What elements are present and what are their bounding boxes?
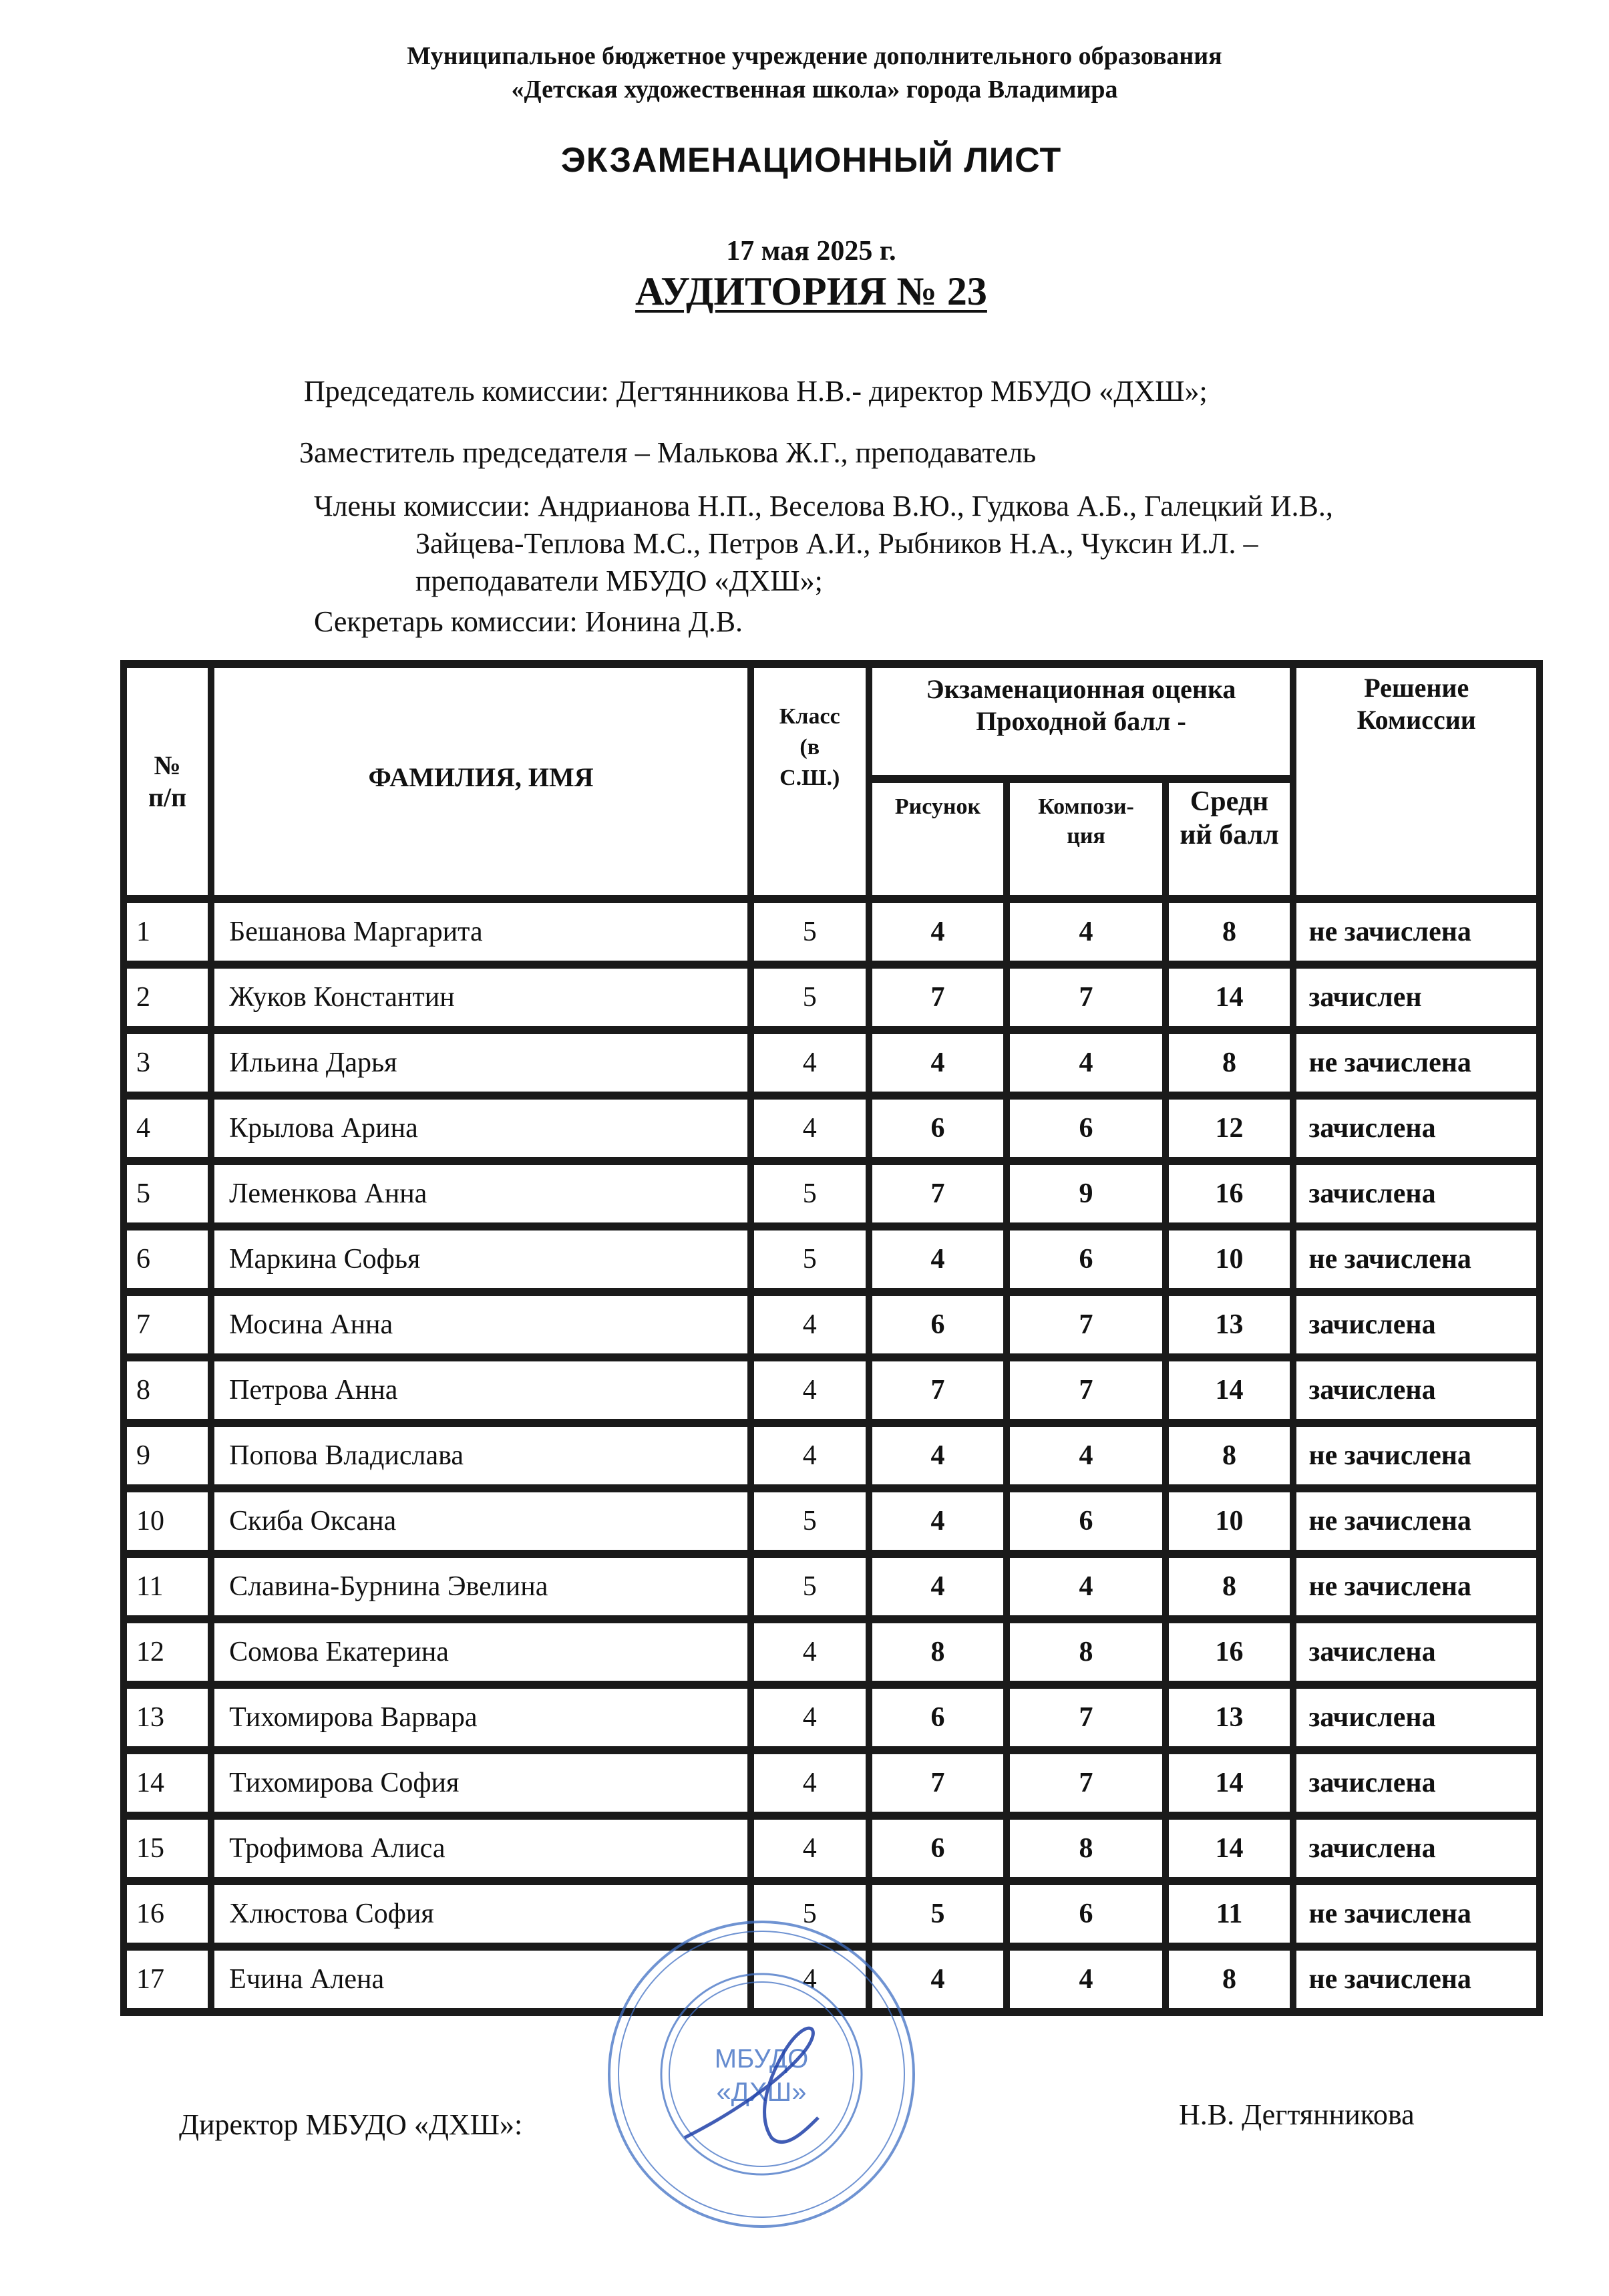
average-score: 8	[1169, 1034, 1290, 1092]
drawing-score: 4	[872, 1034, 1004, 1092]
composition-score: 4	[1010, 903, 1161, 961]
document-title: ЭКЗАМЕНАЦИОННЫЙ ЛИСТ	[560, 141, 1062, 180]
student-name: Ильина Дарья	[214, 1034, 747, 1092]
commission-decision: не зачислена	[1296, 1951, 1536, 2008]
average-score: 12	[1169, 1100, 1290, 1157]
school-class: 4	[754, 1754, 866, 1812]
commission-decision: не зачислена	[1296, 903, 1536, 961]
drawing-score: 4	[872, 1427, 1004, 1484]
row-number: 14	[127, 1754, 208, 1812]
composition-score: 6	[1010, 1885, 1161, 1943]
average-score: 8	[1169, 1427, 1290, 1484]
table-row	[127, 903, 1536, 961]
drawing-score: 8	[872, 1623, 1004, 1681]
commission-members-line3: преподаватели МБУДО «ДХШ»;	[415, 564, 823, 597]
school-class: 5	[754, 1165, 866, 1222]
student-name: Славина-Бурнина Эвелина	[214, 1558, 747, 1615]
table-row	[127, 1820, 1536, 1877]
commission-decision: не зачислена	[1296, 1034, 1536, 1092]
drawing-score: 4	[872, 1492, 1004, 1550]
drawing-score: 7	[872, 1165, 1004, 1222]
drawing-score: 4	[872, 903, 1004, 961]
average-score: 14	[1169, 1820, 1290, 1877]
auditorium-number: АУДИТОРИЯ № 23	[635, 269, 987, 313]
header-name: ФАМИЛИЯ, ИМЯ	[214, 668, 747, 895]
school-class: 5	[754, 1492, 866, 1550]
student-name: Жуков Константин	[214, 969, 747, 1026]
drawing-score: 6	[872, 1820, 1004, 1877]
average-score: 8	[1169, 903, 1290, 961]
student-name: Крылова Арина	[214, 1100, 747, 1157]
row-number: 7	[127, 1296, 208, 1353]
average-score: 10	[1169, 1231, 1290, 1288]
student-name: Мосина Анна	[214, 1296, 747, 1353]
composition-score: 7	[1010, 1361, 1161, 1419]
school-class: 4	[754, 1361, 866, 1419]
table-row	[127, 969, 1536, 1026]
drawing-score: 4	[872, 1558, 1004, 1615]
school-class: 4	[754, 1427, 866, 1484]
commission-decision: не зачислена	[1296, 1492, 1536, 1550]
commission-decision: не зачислена	[1296, 1231, 1536, 1288]
commission-members-line1: Члены комиссии: Андрианова Н.П., Веселова В.Ю., Гудкова А.Б., Галецкий И.В.,	[314, 490, 1333, 522]
student-name: Бешанова Маргарита	[214, 903, 747, 961]
header-exam-grade: Экзаменационная оценка Проходной балл -	[872, 668, 1290, 775]
drawing-score: 6	[872, 1689, 1004, 1746]
student-name: Трофимова Алиса	[214, 1820, 747, 1877]
composition-score: 6	[1010, 1231, 1161, 1288]
school-class: 5	[754, 969, 866, 1026]
table-row	[127, 1361, 1536, 1419]
header-composition: Компози- ция	[1010, 783, 1161, 895]
table-row	[127, 1427, 1536, 1484]
exam-date: 17 мая 2025 г.	[726, 236, 896, 267]
composition-score: 6	[1010, 1100, 1161, 1157]
table-row	[127, 1492, 1536, 1550]
school-class: 4	[754, 1623, 866, 1681]
composition-score: 9	[1010, 1165, 1161, 1222]
average-score: 11	[1169, 1885, 1290, 1943]
header-average: Средн ий балл	[1169, 783, 1290, 895]
header-class: Класс (в С.Ш.)	[754, 668, 866, 895]
school-class: 4	[754, 1689, 866, 1746]
row-number: 5	[127, 1165, 208, 1222]
school-class: 4	[754, 1820, 866, 1877]
commission-decision: зачислена	[1296, 1689, 1536, 1746]
commission-decision: зачислена	[1296, 1754, 1536, 1812]
commission-decision: зачислена	[1296, 1165, 1536, 1222]
exam-results-table	[120, 660, 1543, 2016]
average-score: 14	[1169, 1361, 1290, 1419]
table-row	[127, 1689, 1536, 1746]
school-class: 4	[754, 1296, 866, 1353]
header-drawing: Рисунок	[872, 783, 1004, 895]
official-stamp	[604, 1917, 918, 2231]
row-number: 2	[127, 969, 208, 1026]
school-class: 5	[754, 1231, 866, 1288]
student-name: Петрова Анна	[214, 1361, 747, 1419]
row-number: 6	[127, 1231, 208, 1288]
average-score: 16	[1169, 1165, 1290, 1222]
composition-score: 4	[1010, 1558, 1161, 1615]
average-score: 14	[1169, 969, 1290, 1026]
average-score: 8	[1169, 1558, 1290, 1615]
composition-score: 8	[1010, 1820, 1161, 1877]
average-score: 14	[1169, 1754, 1290, 1812]
commission-decision: зачислена	[1296, 1100, 1536, 1157]
average-score: 13	[1169, 1296, 1290, 1353]
drawing-score: 6	[872, 1296, 1004, 1353]
student-name: Леменкова Анна	[214, 1165, 747, 1222]
commission-decision: зачислена	[1296, 1623, 1536, 1681]
commission-deputy: Заместитель председателя – Малькова Ж.Г., преподаватель	[299, 436, 1037, 469]
director-label: Директор МБУДО «ДХШ»:	[179, 2108, 523, 2141]
commission-decision: зачислена	[1296, 1361, 1536, 1419]
stamp-text-line2: «ДХШ»	[716, 2078, 807, 2107]
student-name: Скиба Оксана	[214, 1492, 747, 1550]
header-num: № п/п	[127, 668, 208, 895]
school-class: 4	[754, 1100, 866, 1157]
composition-score: 7	[1010, 1296, 1161, 1353]
commission-decision: не зачислена	[1296, 1885, 1536, 1943]
commission-chairman: Председатель комиссии: Дегтянникова Н.В.- директор МБУДО «ДХШ»;	[304, 375, 1208, 407]
student-name: Маркина Софья	[214, 1231, 747, 1288]
row-number: 12	[127, 1623, 208, 1681]
composition-score: 7	[1010, 1754, 1161, 1812]
table-row	[127, 1296, 1536, 1353]
row-number: 15	[127, 1820, 208, 1877]
average-score: 10	[1169, 1492, 1290, 1550]
composition-score: 6	[1010, 1492, 1161, 1550]
table-row	[127, 1034, 1536, 1092]
composition-score: 4	[1010, 1951, 1161, 2008]
table-row	[127, 1165, 1536, 1222]
commission-decision: зачислена	[1296, 1296, 1536, 1353]
average-score: 8	[1169, 1951, 1290, 2008]
stamp-text-line1: МБУДО	[714, 2044, 809, 2074]
table-row	[127, 1754, 1536, 1812]
commission-members-line2: Зайцева-Теплова М.С., Петров А.И., Рыбников Н.А., Чуксин И.Л. –	[415, 527, 1258, 560]
student-name: Хлюстова София	[214, 1885, 747, 1943]
commission-decision: не зачислена	[1296, 1558, 1536, 1615]
commission-decision: не зачислена	[1296, 1427, 1536, 1484]
drawing-score: 5	[872, 1885, 1004, 1943]
director-name: Н.В. Дегтянникова	[1179, 2098, 1415, 2131]
composition-score: 8	[1010, 1623, 1161, 1681]
drawing-score: 4	[872, 1231, 1004, 1288]
row-number: 9	[127, 1427, 208, 1484]
school-class: 5	[754, 1885, 866, 1943]
row-number: 13	[127, 1689, 208, 1746]
row-number: 4	[127, 1100, 208, 1157]
table-row	[127, 1100, 1536, 1157]
composition-score: 4	[1010, 1034, 1161, 1092]
drawing-score: 6	[872, 1100, 1004, 1157]
student-name: Сомова Екатерина	[214, 1623, 747, 1681]
drawing-score: 4	[872, 1951, 1004, 2008]
row-number: 17	[127, 1951, 208, 2008]
commission-decision: зачислена	[1296, 1820, 1536, 1877]
average-score: 13	[1169, 1689, 1290, 1746]
drawing-score: 7	[872, 1361, 1004, 1419]
student-name: Тихомирова Варвара	[214, 1689, 747, 1746]
row-number: 10	[127, 1492, 208, 1550]
table-body	[127, 903, 1536, 2008]
composition-score: 7	[1010, 1689, 1161, 1746]
school-class: 5	[754, 903, 866, 961]
school-class: 4	[754, 1951, 866, 2008]
student-name: Ечина Алена	[214, 1951, 747, 2008]
drawing-score: 7	[872, 969, 1004, 1026]
student-name: Попова Владислава	[214, 1427, 747, 1484]
org-name-line1: Муниципальное бюджетное учреждение дополнительного образования	[407, 42, 1222, 70]
header-decision: Решение Комиссии	[1296, 668, 1536, 895]
composition-score: 4	[1010, 1427, 1161, 1484]
row-number: 3	[127, 1034, 208, 1092]
row-number: 16	[127, 1885, 208, 1943]
table-row	[127, 1231, 1536, 1288]
composition-score: 7	[1010, 969, 1161, 1026]
commission-decision: зачислен	[1296, 969, 1536, 1026]
school-class: 4	[754, 1034, 866, 1092]
school-class: 5	[754, 1558, 866, 1615]
average-score: 16	[1169, 1623, 1290, 1681]
row-number: 8	[127, 1361, 208, 1419]
student-name: Тихомирова София	[214, 1754, 747, 1812]
table-row	[127, 1558, 1536, 1615]
commission-secretary: Секретарь комиссии: Ионина Д.В.	[314, 605, 743, 638]
drawing-score: 7	[872, 1754, 1004, 1812]
row-number: 1	[127, 903, 208, 961]
table-row	[127, 1623, 1536, 1681]
org-name-line2: «Детская художественная школа» города Владимира	[511, 75, 1118, 104]
row-number: 11	[127, 1558, 208, 1615]
